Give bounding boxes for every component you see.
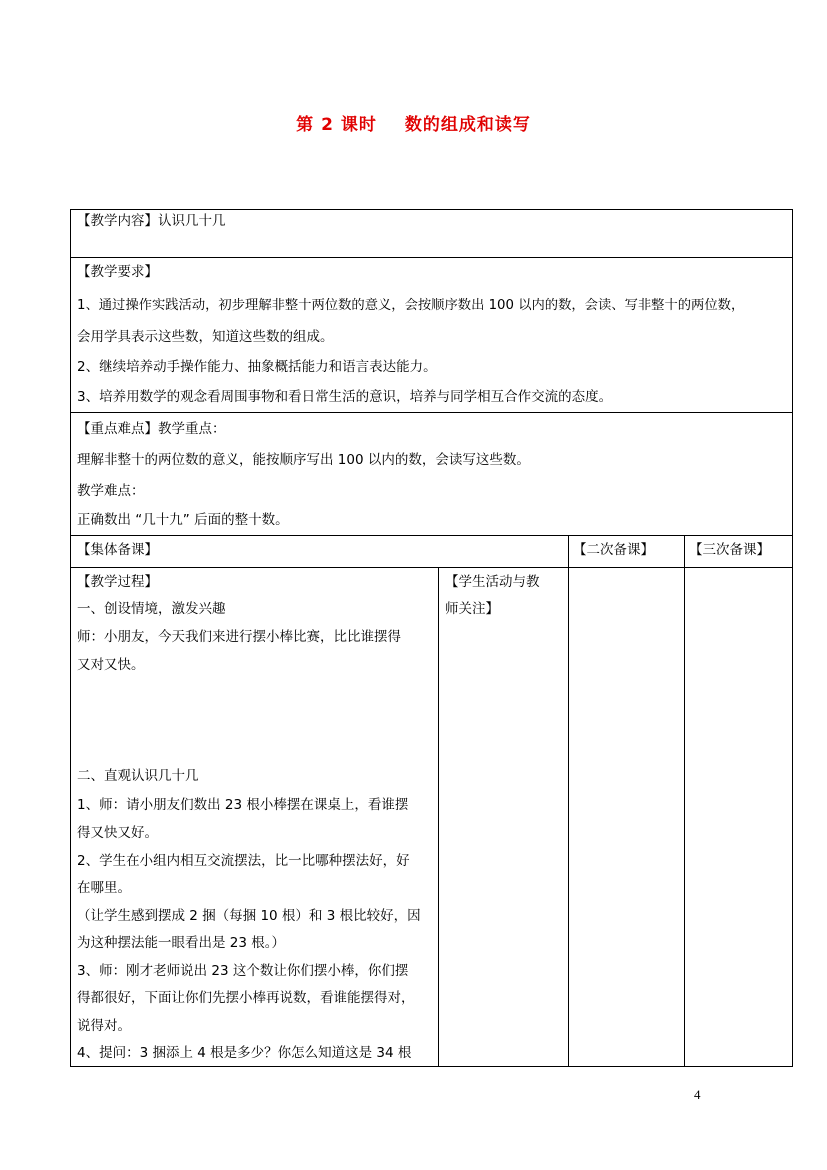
table-border-left [70,209,71,1067]
requirement-line: 1、通过操作实践活动，初步理解非整十两位数的意义，会按顺序数出 100 以内的数，会读、写非整十的两位数， [77,298,745,313]
requirement-line: 2、继续培养动手操作能力、抽象概括能力和语言表达能力。 [77,359,437,375]
key-point-text: 理解非整十的两位数的意义，能按顺序写出 100 以内的数，会读写这些数。 [77,452,530,468]
process-line: 说得对。 [77,1018,131,1034]
column-divider [684,535,685,1067]
process-line: 又对又快。 [77,657,145,673]
column-divider [568,535,569,1067]
process-line: 在哪里。 [77,880,131,896]
student-activity-header: 【学生活动与教 [445,574,540,590]
process-line: （让学生感到摆成 2 捆（每捆 10 根）和 3 根比较好，因 [77,908,421,924]
requirement-line: 会用学具表示这些数，知道这些数的组成。 [77,329,334,345]
teaching-content [77,215,226,229]
requirements-label: 【教学要求】 [77,264,158,280]
process-line: 二、直观认识几十几 [77,768,199,784]
difficulty-text: 正确数出 “几十九” 后面的整十数。 [77,512,289,528]
process-line: 4、提问：3 捆添上 4 根是多少？你怎么知道这是 34 根 [77,1045,412,1061]
second-prep-header: 【二次备课】 [573,542,654,558]
process-line: 为这种摆法能一眼看出是 23 根。） [77,935,286,951]
process-line: 得都很好，下面让你们先摆小棒再说数，看谁能摆得对， [77,990,415,1006]
group-prep-header: 【集体备课】 [77,542,158,558]
row-divider [70,257,793,258]
key-point-title: 教学重点： [158,421,226,437]
process-line: 一、创设情境，激发兴趣 [77,601,226,617]
row-divider [70,412,793,413]
column-divider [438,567,439,1067]
lesson-number: 第 2 课时 [296,115,377,135]
key-points-label: 【重点难点】 [77,421,158,437]
key-points-heading [77,423,226,437]
process-line: 得又快又好。 [77,825,158,841]
process-line: 3、师：刚才老师说出 23 这个数让你们摆小棒，你们摆 [77,963,409,979]
process-line: 师：小朋友，今天我们来进行摆小棒比赛，比比谁摆得 [77,629,401,645]
third-prep-header: 【三次备课】 [689,542,770,558]
process-label: 【教学过程】 [77,574,158,590]
table-border-top [70,209,793,210]
teaching-content-value: 认识几十几 [158,213,226,229]
table-border-right [792,209,793,1067]
lesson-topic: 数的组成和读写 [404,115,531,135]
student-activity-header-cont: 师关注】 [445,601,499,617]
teaching-content-label: 【教学内容】 [77,213,158,229]
page-number: 4 [694,1087,701,1102]
requirement-line: 3、培养用数学的观念看周围事物和看日常生活的意识，培养与同学相互合作交流的态度。 [77,389,613,405]
process-line: 2、学生在小组内相互交流摆法，比一比哪种摆法好，好 [77,853,410,869]
page-title [0,110,827,135]
difficulty-title: 教学难点： [77,483,145,499]
process-line: 1、师：请小朋友们数出 23 根小棒摆在课桌上，看谁摆 [77,797,409,813]
